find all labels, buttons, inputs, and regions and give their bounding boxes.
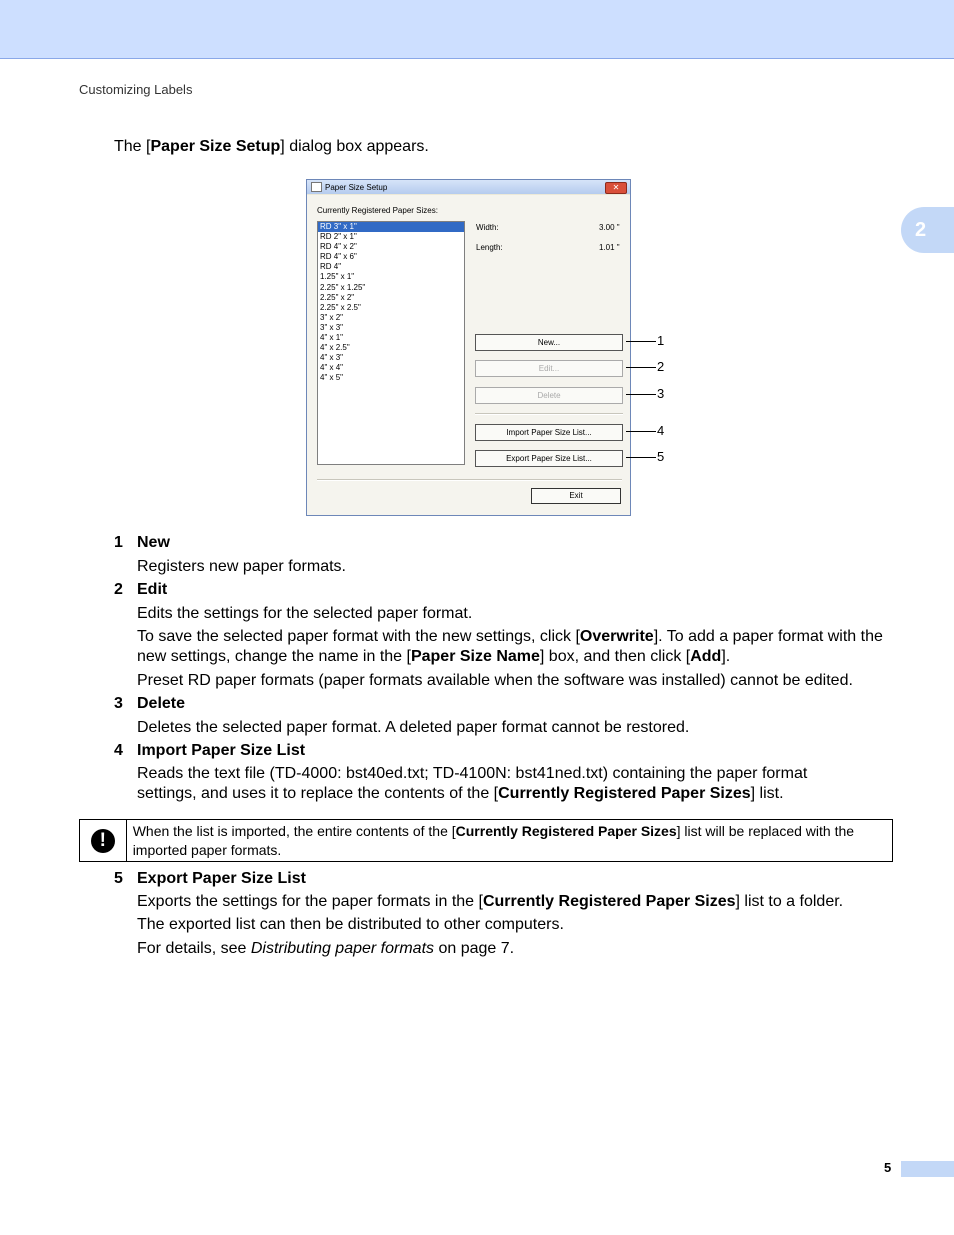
paper-size-list-item[interactable]: 2.25" x 1.25" [320,282,366,292]
paper-size-list-item[interactable]: RD 4" x 2" [320,242,357,252]
new-button[interactable]: New... [475,334,623,351]
chapter-tab: 2 [901,207,954,253]
top-band [0,0,954,59]
paper-size-list-item[interactable]: 3" x 2" [320,312,344,322]
paper-size-list-item[interactable]: 4" x 4" [320,363,344,373]
callout-number-1: 1 [657,333,665,348]
export-description-1: Exports the settings for the paper formats in the [Currently Registered Paper Sizes] list to a folder. [137,893,844,910]
item-heading-new: 1 New [114,534,170,551]
cross-reference-link: Distributing paper formats [250,940,435,957]
export-description-2: The exported list can then be distributed to other computers. [137,916,564,933]
callout-line-4 [626,431,656,432]
dialog-title: Paper Size Setup [325,182,388,192]
callout-line-5 [626,457,656,458]
paper-size-list-item[interactable]: 4" x 1" [320,333,344,343]
paper-size-list-item[interactable]: RD 3" x 1" [318,222,464,232]
button-separator [475,413,623,415]
footer-separator [317,479,622,481]
edit-description-2: To save the selected paper format with the new settings, click [Overwrite]. To add a paper format with the new settings, change the name in the [Paper Size Name] box, and then click [Add]. [137,628,883,665]
callout-number-3: 3 [657,386,665,401]
width-value: 3.00 " [599,223,620,232]
exit-button[interactable]: Exit [531,488,621,504]
delete-button[interactable]: Delete [475,387,623,404]
export-button[interactable]: Export Paper Size List... [475,450,623,467]
item-heading-import: 4 Import Paper Size List [114,742,306,759]
delete-description: Deletes the selected paper format. A deleted paper format cannot be restored. [137,719,690,736]
item-heading-edit: 2 Edit [114,581,168,598]
callout-number-2: 2 [657,359,665,374]
page-number: 5 [884,1160,892,1175]
paper-size-list-item[interactable]: 1.25" x 1" [320,272,355,282]
paper-size-list-item[interactable]: RD 4" x 6" [320,252,357,262]
length-value: 1.01 " [599,243,620,252]
paper-size-list-item[interactable]: RD 4" [320,262,342,272]
paper-size-list-item[interactable]: RD 2" x 1" [320,232,357,242]
paper-size-list-item[interactable]: 2.25" x 2.5" [320,302,361,312]
dialog-title-bar [307,180,630,194]
note-icon-cell [80,820,127,861]
callout-number-4: 4 [657,423,665,438]
import-description: Reads the text file (TD-4000: bst40ed.txt; TD-4100N: bst41ned.txt) containing the paper format settings, and uses it to replace the contents of the [Currently Registered Paper Sizes] list. [137,765,808,802]
edit-description-1: Edits the settings for the selected paper format. [137,605,473,622]
app-icon [311,182,322,192]
paper-size-list-item[interactable]: 3" x 3" [320,322,344,332]
paper-size-list-item[interactable]: 4" x 5" [320,373,344,383]
paper-size-list-item[interactable]: 4" x 3" [320,353,344,363]
export-description-3: For details, see Distributing paper formats on page 7. [137,940,515,957]
intro-sentence: The [Paper Size Setup] dialog box appears. [114,138,429,155]
edit-button[interactable]: Edit... [475,360,623,377]
callout-line-3 [626,394,656,395]
page-number-bar [901,1161,954,1177]
intro-bold: Paper Size Setup [150,138,281,155]
paper-size-list-item[interactable]: 2.25" x 2" [320,292,355,302]
item-heading-delete: 3 Delete [114,695,186,712]
close-icon[interactable]: ✕ [605,182,627,194]
exclamation-icon: ! [91,829,115,853]
note-text: When the list is imported, the entire contents of the [Currently Registered Paper Sizes] list will be replaced with the imported paper formats. [132,823,855,858]
length-label: Length: [476,243,503,252]
paper-size-list[interactable] [317,221,465,465]
list-label: Currently Registered Paper Sizes: [317,206,438,215]
dialog-body [307,195,630,515]
import-button[interactable]: Import Paper Size List... [475,424,623,441]
paper-size-list-item[interactable]: 4" x 2.5" [320,343,350,353]
running-header: Customizing Labels [79,82,193,97]
callout-line-1 [626,341,656,342]
callout-number-5: 5 [657,449,665,464]
paper-size-setup-dialog [306,179,631,516]
new-description: Registers new paper formats. [137,558,346,575]
width-label: Width: [476,223,499,232]
item-heading-export: 5 Export Paper Size List [114,870,306,887]
callout-line-2 [626,367,656,368]
edit-description-3: Preset RD paper formats (paper formats available when the software was installed) cannot be edited. [137,672,853,689]
important-note [79,819,893,862]
